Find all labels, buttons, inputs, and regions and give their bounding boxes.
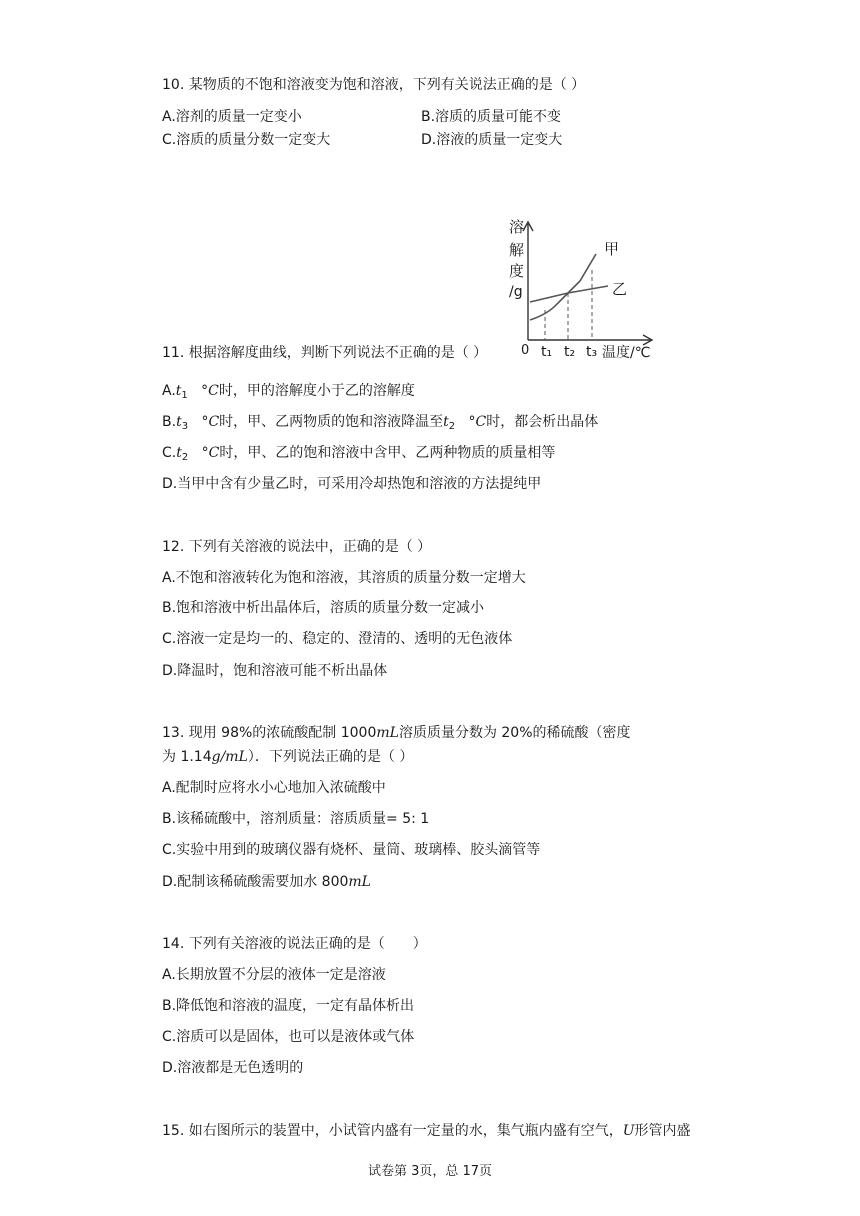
curve-jia bbox=[530, 254, 596, 320]
q11-option-a: $A.t_1$ °C时，甲的溶解度小于乙的溶解度 bbox=[162, 383, 415, 401]
q14-stem: 14. 下列有关溶液的说法正确的是（ ） bbox=[162, 936, 427, 952]
q11-stem: 11. 根据溶解度曲线，判断下列说法不正确的是（ ） bbox=[162, 345, 488, 361]
q10-option-b: B.溶质的质量可能不变 bbox=[421, 109, 562, 125]
q14-option-d: D.溶液都是无色透明的 bbox=[162, 1060, 304, 1076]
q10-option-d: D.溶液的质量一定变大 bbox=[421, 132, 563, 148]
q14-option-c: C.溶质可以是固体，也可以是液体或气体 bbox=[162, 1029, 415, 1045]
q10-option-c: C.溶质的质量分数一定变大 bbox=[162, 132, 331, 148]
q12-stem: 12. 下列有关溶液的说法中，正确的是（ ） bbox=[162, 539, 432, 555]
q11-option-d: D.当甲中含有少量乙时，可采用冷却热饱和溶液的方法提纯甲 bbox=[162, 476, 542, 492]
solubility-curve-graph bbox=[500, 216, 670, 361]
y-label-char-1: 溶 bbox=[509, 218, 525, 236]
q10-option-a: A.溶剂的质量一定变小 bbox=[162, 109, 302, 125]
q13-stem-line2: 为 1.14g/mL）．下列说法正确的是（ ） bbox=[162, 749, 414, 765]
q13-option-c: C.实验中用到的玻璃仪器有烧杯、量筒、玻璃棒、胶头滴管等 bbox=[162, 842, 541, 858]
curve-label-yi: 乙 bbox=[612, 280, 628, 298]
q12-option-b: B.饱和溶液中析出晶体后，溶质的质量分数一定减小 bbox=[162, 600, 485, 616]
page-footer: 试卷第 3页，总 17页 bbox=[367, 1164, 493, 1179]
y-label-char-3: 度 bbox=[509, 262, 525, 280]
q15-stem: 15. 如右图所示的装置中，小试管内盛有一定量的水，集气瓶内盛有空气，U形管内盛 bbox=[162, 1123, 691, 1139]
tick-label-t3: t₃ bbox=[586, 344, 598, 360]
q14-option-a: A.长期放置不分层的液体一定是溶液 bbox=[162, 967, 386, 983]
tick-label-t1: t₁ bbox=[541, 344, 553, 360]
q13-option-b: B.该稀硫酸中，溶剂质量：溶质质量= 5: 1 bbox=[162, 811, 430, 827]
q13-stem-line1: 13. 现用 98%的浓硫酸配制 1000mL溶质质量分数为 20%的稀硫酸（密度 bbox=[162, 725, 631, 741]
q13-option-d: D.配制该稀硫酸需要加水 800mL bbox=[162, 874, 371, 890]
q10-stem: 10. 某物质的不饱和溶液变为饱和溶液，下列有关说法正确的是（ ） bbox=[162, 77, 586, 93]
q12-option-a: A.不饱和溶液转化为饱和溶液，其溶质的质量分数一定增大 bbox=[162, 570, 526, 586]
q11-option-b: $B.t_3$ °C时，甲、乙两物质的饱和溶液降温至$t_2$ °C时，都会析出晶体 bbox=[162, 414, 599, 432]
x-axis-label: 温度/℃ bbox=[602, 345, 651, 361]
origin-label: 0 bbox=[521, 343, 530, 358]
q13-option-a: A.配制时应将水小心地加入浓硫酸中 bbox=[162, 780, 386, 796]
tick-label-t2: t₂ bbox=[564, 344, 576, 360]
q14-option-b: B.降低饱和溶液的温度，一定有晶体析出 bbox=[162, 998, 415, 1014]
q12-option-d: D.降温时，饱和溶液可能不析出晶体 bbox=[162, 663, 388, 679]
q12-option-c: C.溶液一定是均一的、稳定的、澄清的、透明的无色液体 bbox=[162, 631, 513, 647]
y-label-unit: /g bbox=[509, 284, 523, 300]
q11-option-c: $C.t_2$ °C时，甲、乙的饱和溶液中含甲、乙两种物质的质量相等 bbox=[162, 445, 556, 463]
curve-yi bbox=[530, 286, 608, 302]
curve-label-jia: 甲 bbox=[604, 240, 620, 258]
y-label-char-2: 解 bbox=[509, 241, 525, 259]
